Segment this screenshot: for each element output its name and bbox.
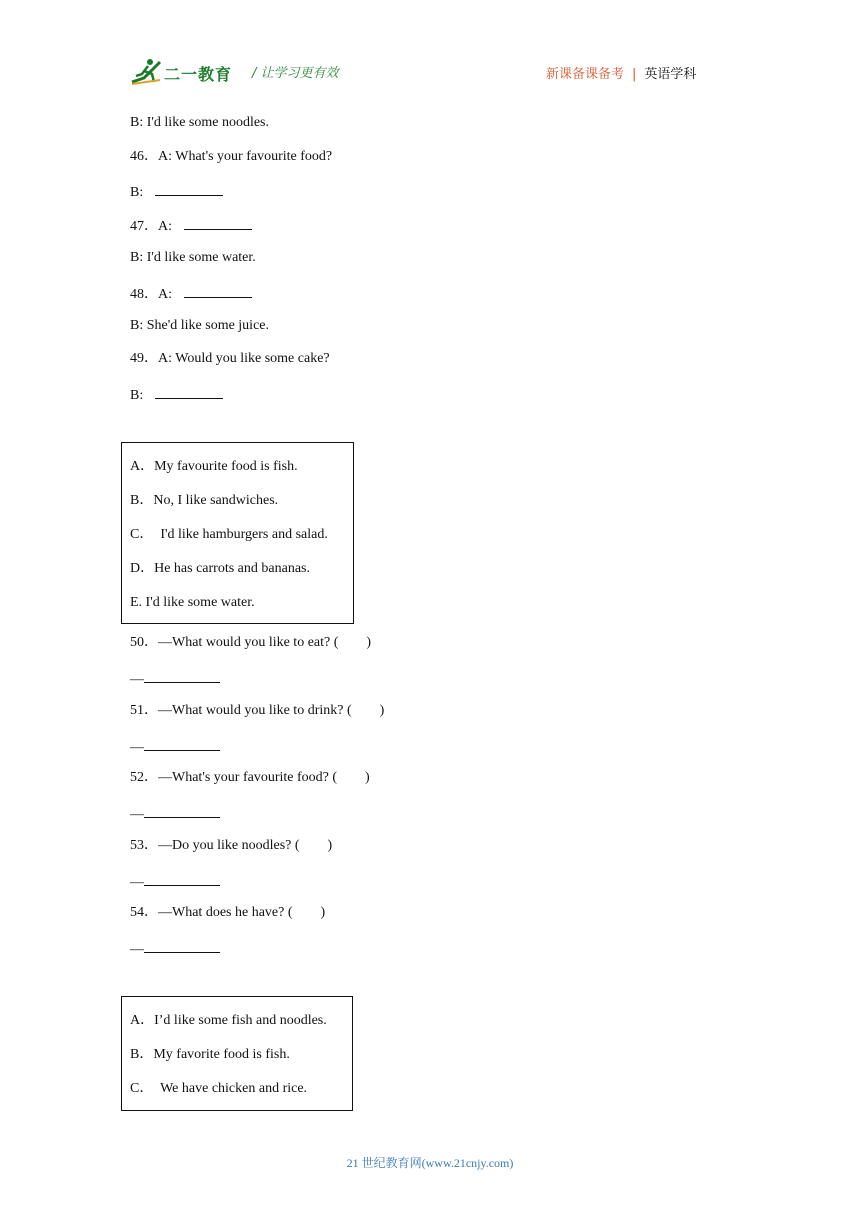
answer-line-54: —: [130, 938, 220, 959]
dialogue-line: B: I'd like some water.: [130, 250, 256, 265]
blank-line[interactable]: [184, 283, 252, 298]
option-item: B．My favorite food is fish.: [130, 1047, 290, 1062]
option-item: B．No, I like sandwiches.: [130, 493, 279, 508]
page-footer: 21 世纪教育网(www.21cnjy.com): [346, 1156, 514, 1170]
answer-line-50: —: [130, 668, 220, 689]
question-49: 49．A: Would you like some cake?: [130, 351, 330, 366]
header-right: [546, 63, 696, 82]
question-48: 48．A:: [130, 283, 252, 304]
option-item: C． We have chicken and rice.: [130, 1081, 308, 1096]
question-51: 51．—What would you like to drink? ( ): [130, 703, 385, 718]
question-53: 53．—Do you like noodles? ( ): [130, 838, 333, 853]
options-box-1: [121, 442, 354, 624]
option-item: E. I'd like some water.: [130, 595, 255, 610]
question-46: 46．A: What's your favourite food?: [130, 149, 333, 164]
dialogue-line: B: I'd like some noodles.: [130, 115, 270, 130]
dialogue-line: B: She'd like some juice.: [130, 318, 270, 333]
question-54: 54．—What does he have? ( ): [130, 905, 326, 920]
question-50: 50．—What would you like to eat? ( ): [130, 635, 372, 650]
blank-line[interactable]: [144, 871, 220, 886]
option-item: C． I'd like hamburgers and salad.: [130, 527, 328, 542]
answer-line-53: —: [130, 871, 220, 892]
answer-line-52: —: [130, 803, 220, 824]
answer-blank-46: B:: [130, 181, 223, 202]
blank-line[interactable]: [144, 668, 220, 683]
slogan: / 让学习更有效: [252, 66, 339, 81]
option-item: A．I’d like some fish and noodles.: [130, 1013, 327, 1028]
header-separator: |: [632, 67, 637, 82]
series-label: 新课备课备考: [546, 67, 625, 82]
logo: [130, 56, 240, 88]
answer-line-51: —: [130, 736, 220, 757]
option-item: D．He has carrots and bananas.: [130, 561, 310, 576]
logo-text: 二一教育: [164, 65, 233, 84]
blank-line[interactable]: [144, 736, 220, 751]
blank-line[interactable]: [144, 803, 220, 818]
answer-blank-49: B:: [130, 384, 223, 405]
blank-line[interactable]: [144, 938, 220, 953]
blank-line[interactable]: [155, 181, 223, 196]
option-item: A．My favourite food is fish.: [130, 459, 298, 474]
page-header: [0, 0, 860, 100]
blank-line[interactable]: [184, 215, 252, 230]
blank-line[interactable]: [155, 384, 223, 399]
runner-logo-icon: [130, 56, 164, 88]
options-box-2: [121, 996, 353, 1111]
question-52: 52．—What's your favourite food? ( ): [130, 770, 370, 785]
question-47: 47．A:: [130, 215, 252, 236]
subject-label: 英语学科: [644, 67, 697, 82]
